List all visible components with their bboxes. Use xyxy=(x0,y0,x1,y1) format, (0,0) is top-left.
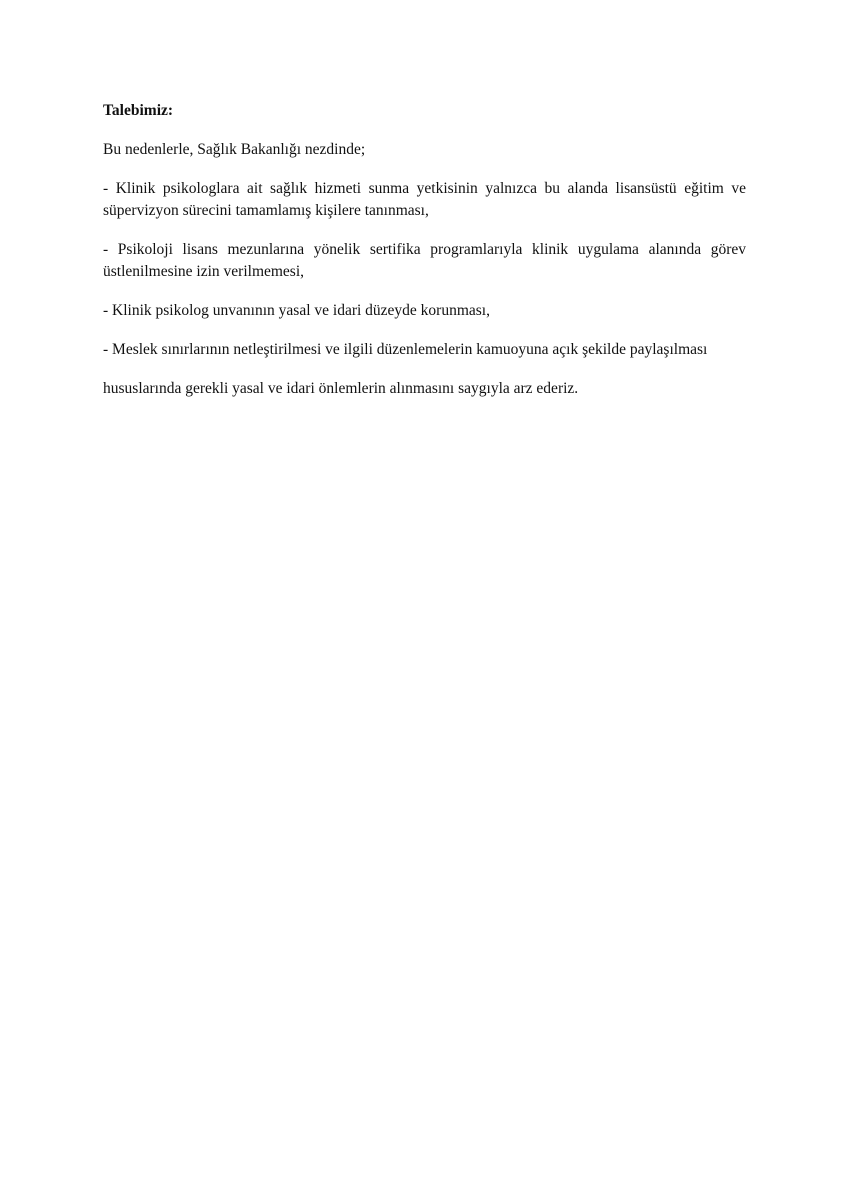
request-item-2: - Psikoloji lisans mezunlarına yönelik sertifika programlarıyla klinik uygulama alanında görev üstlenilmesine izin verilmemesi, xyxy=(103,241,746,280)
request-item-4: - Meslek sınırlarının netleştirilmesi ve ilgili düzenlemelerin kamuoyuna açık şekilde paylaşılması xyxy=(103,341,708,358)
document-page xyxy=(103,100,746,417)
section-heading: Talebimiz: xyxy=(103,102,174,119)
intro-paragraph: Bu nedenlerle, Sağlık Bakanlığı nezdinde; xyxy=(103,141,366,158)
request-item-1: - Klinik psikologlara ait sağlık hizmeti sunma yetkisinin yalnızca bu alanda lisansüstü eğitim ve süpervizyon sürecini tamamlamış kişilere tanınması, xyxy=(103,180,746,219)
request-item-3: - Klinik psikolog unvanının yasal ve idari düzeyde korunması, xyxy=(103,302,490,319)
closing-paragraph: hususlarında gerekli yasal ve idari önlemlerin alınmasını saygıyla arz ederiz. xyxy=(103,380,579,397)
